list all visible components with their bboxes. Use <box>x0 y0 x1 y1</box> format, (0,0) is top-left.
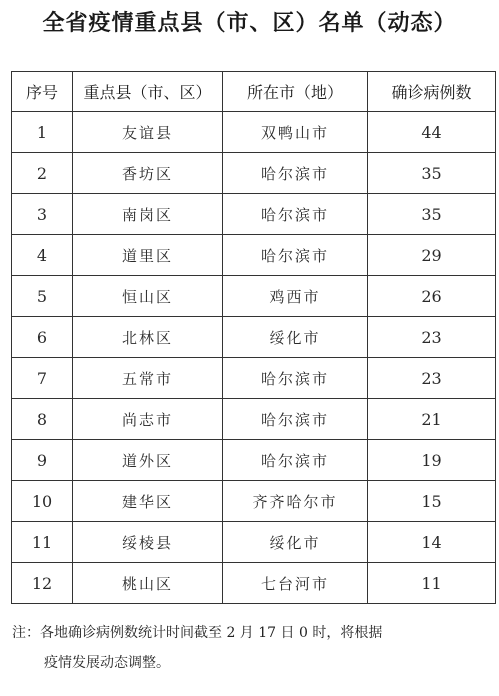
cell-city: 双鸭山市 <box>223 112 368 153</box>
table-row <box>12 276 496 317</box>
cell-city: 绥化市 <box>223 317 368 358</box>
cell-index: 11 <box>12 522 73 563</box>
cell-county: 桃山区 <box>73 563 223 604</box>
table-row <box>12 399 496 440</box>
cell-city: 哈尔滨市 <box>223 399 368 440</box>
cell-city: 哈尔滨市 <box>223 153 368 194</box>
cell-city: 七台河市 <box>223 563 368 604</box>
cell-city: 哈尔滨市 <box>223 235 368 276</box>
cell-cases: 11 <box>368 563 496 604</box>
cell-city: 绥化市 <box>223 522 368 563</box>
cell-county: 道里区 <box>73 235 223 276</box>
cell-county: 建华区 <box>73 481 223 522</box>
cell-cases: 19 <box>368 440 496 481</box>
footnote <box>12 618 490 678</box>
cell-city: 哈尔滨市 <box>223 358 368 399</box>
cell-city: 鸡西市 <box>223 276 368 317</box>
cell-cases: 44 <box>368 112 496 153</box>
cell-cases: 29 <box>368 235 496 276</box>
cell-cases: 21 <box>368 399 496 440</box>
cell-cases: 23 <box>368 317 496 358</box>
cell-index: 4 <box>12 235 73 276</box>
header-city: 所在市（地） <box>223 72 368 112</box>
cell-cases: 23 <box>368 358 496 399</box>
cell-county: 南岗区 <box>73 194 223 235</box>
table-row <box>12 563 496 604</box>
cell-county: 友谊县 <box>73 112 223 153</box>
cell-index: 5 <box>12 276 73 317</box>
table-row <box>12 358 496 399</box>
header-cases: 确诊病例数 <box>368 72 496 112</box>
cell-county: 五常市 <box>73 358 223 399</box>
header-index: 序号 <box>12 72 73 112</box>
cell-index: 2 <box>12 153 73 194</box>
table-row <box>12 317 496 358</box>
cell-county: 尚志市 <box>73 399 223 440</box>
cell-index: 9 <box>12 440 73 481</box>
cell-county: 恒山区 <box>73 276 223 317</box>
cell-city: 哈尔滨市 <box>223 194 368 235</box>
cell-county: 香坊区 <box>73 153 223 194</box>
cell-county: 绥棱县 <box>73 522 223 563</box>
cell-cases: 26 <box>368 276 496 317</box>
cell-index: 7 <box>12 358 73 399</box>
cell-cases: 35 <box>368 194 496 235</box>
table-row <box>12 440 496 481</box>
cell-cases: 15 <box>368 481 496 522</box>
table-row <box>12 235 496 276</box>
key-counties-table <box>11 71 496 604</box>
cell-index: 12 <box>12 563 73 604</box>
cell-index: 6 <box>12 317 73 358</box>
table-row <box>12 522 496 563</box>
footnote-line-2: 疫情发展动态调整。 <box>44 655 170 671</box>
footnote-line-1: 注：各地确诊病例数统计时间截至 2 月 17 日 0 时，将根据 <box>12 625 383 641</box>
cell-city: 哈尔滨市 <box>223 440 368 481</box>
table-row <box>12 153 496 194</box>
cell-cases: 14 <box>368 522 496 563</box>
header-county: 重点县（市、区） <box>73 72 223 112</box>
table-header-row <box>12 72 496 112</box>
cell-cases: 35 <box>368 153 496 194</box>
cell-index: 8 <box>12 399 73 440</box>
table-row <box>12 481 496 522</box>
cell-index: 1 <box>12 112 73 153</box>
cell-city: 齐齐哈尔市 <box>223 481 368 522</box>
cell-index: 3 <box>12 194 73 235</box>
cell-county: 北林区 <box>73 317 223 358</box>
table-row <box>12 112 496 153</box>
cell-county: 道外区 <box>73 440 223 481</box>
cell-index: 10 <box>12 481 73 522</box>
document-title: 全省疫情重点县（市、区）名单（动态） <box>42 11 457 36</box>
table-row <box>12 194 496 235</box>
